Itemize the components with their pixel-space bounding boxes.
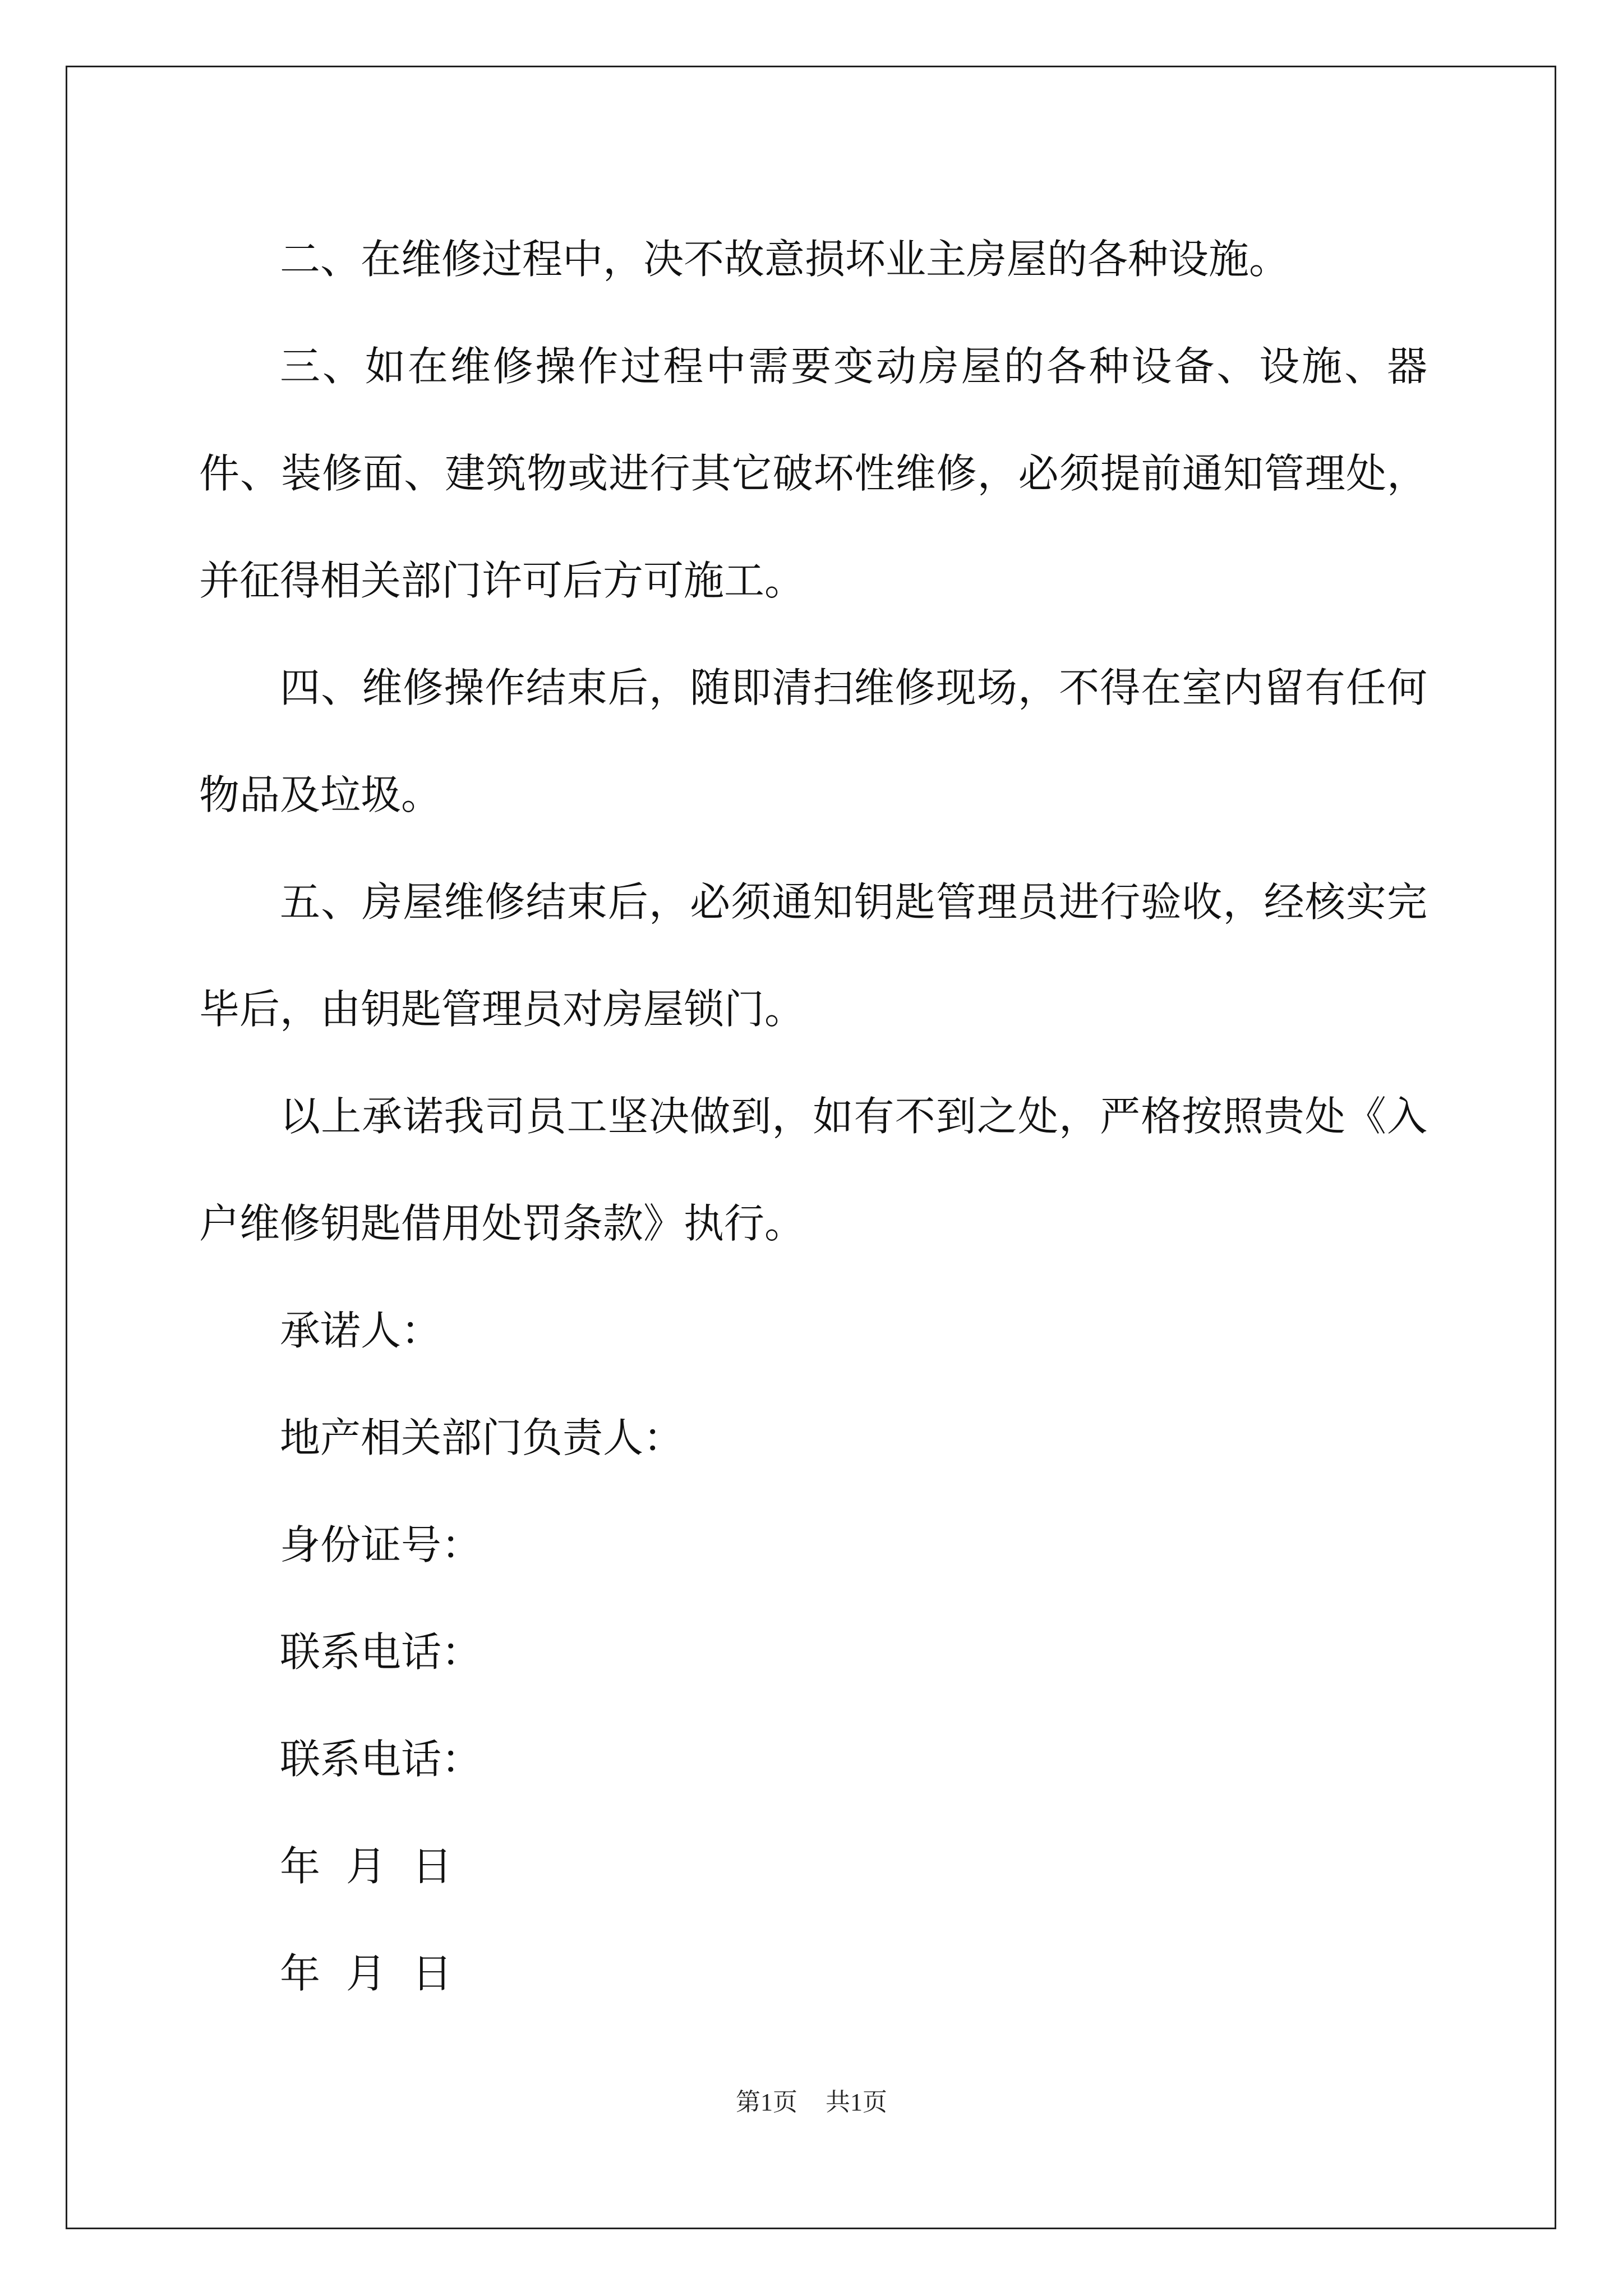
paragraph-item-2: 二、在维修过程中，决不故意损坏业主房屋的各种设施。 (280, 236, 1290, 283)
paragraph-item-5: 五、房屋维修结束后，必须通知钥匙管理员进行验收，经核实完毕后，由钥匙管理员对房屋锁门。 (199, 878, 1427, 1033)
phone-label-2: 联系电话： (280, 1736, 482, 1783)
date-line-2: 年 月 日 (280, 1950, 453, 1997)
commitment-statement: 以上承诺我司员工坚决做到，如有不到之处，严格按照贵处《入户维修钥匙借用处罚条款》执行。 (199, 1093, 1427, 1247)
paragraph-item-4: 四、维修操作结束后，随即清扫维修现场，不得在室内留有任何物品及垃圾。 (199, 664, 1427, 818)
date-line-1: 年 月 日 (280, 1843, 453, 1890)
page-number: 第1页 (736, 2088, 797, 2116)
phone-label-1: 联系电话： (280, 1628, 482, 1676)
page-footer (0, 2086, 1623, 2119)
page-total: 共1页 (826, 2088, 887, 2116)
department-head-label: 地产相关部门负责人： (280, 1414, 684, 1461)
id-number-label: 身份证号： (280, 1521, 482, 1568)
paragraph-item-3: 三、如在维修操作过程中需要变动房屋的各种设备、设施、器件、装修面、建筑物或进行其它破坏性维修，必须提前通知管理处，并征得相关部门许可后方可施工。 (199, 343, 1427, 604)
promisor-label: 承诺人： (280, 1307, 442, 1354)
document-body (199, 206, 1427, 2027)
